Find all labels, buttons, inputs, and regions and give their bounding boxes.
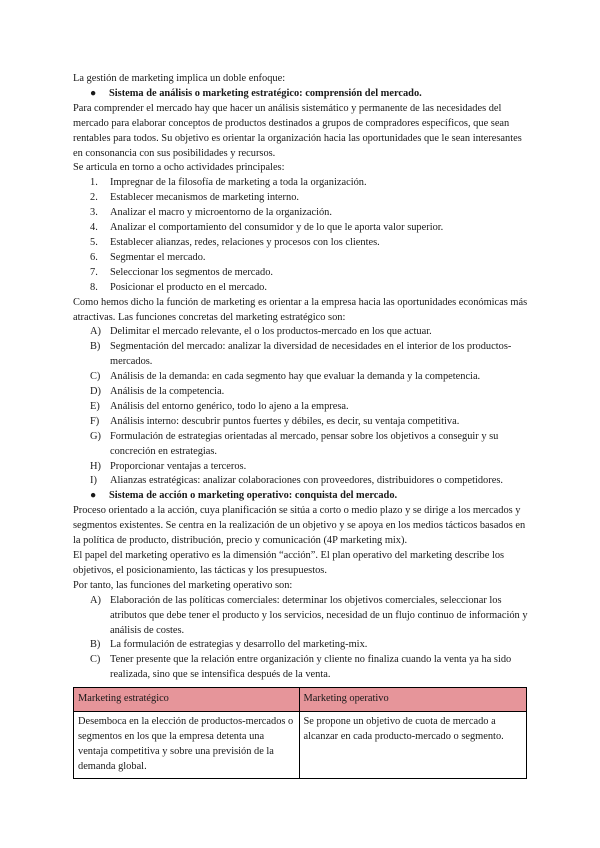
list-item: H) Proporcionar ventajas a terceros.	[90, 460, 247, 472]
section2-heading	[73, 489, 528, 504]
activities-list	[73, 176, 528, 295]
bullet-icon: ●	[90, 490, 97, 502]
header-operative: Marketing operativo	[299, 688, 526, 712]
list-item: 6. Segmentar el mercado.	[90, 251, 206, 263]
list-item: 1. Impregnar de la filosofía de marketing a toda la organización.	[90, 177, 367, 189]
activities-intro: Se articula en torno a ocho actividades principales:	[73, 162, 285, 174]
list-item: A) Elaboración de las políticas comerciales: determinar los objetivos comerciales, seleccionar los atributos que debe tener el producto y los servicios, necesidad de un flujo continuo de información y análisis de costes.	[90, 594, 528, 636]
list-item: F) Análisis interno: descubrir puntos fuertes y débiles, es decir, su ventaja competitiva.	[90, 415, 460, 427]
table-header-row	[74, 688, 527, 712]
list-item: 5. Establecer alianzas, redes, relaciones y procesos con los clientes.	[90, 236, 380, 248]
section2-heading-text: Sistema de acción o marketing operativo: conquista del mercado.	[109, 490, 398, 502]
list-item: A) Delimitar el mercado relevante, el o los productos-mercado en los que actuar.	[90, 326, 432, 338]
comparison-table	[73, 687, 527, 779]
document-body	[73, 72, 528, 683]
strategic-functions-intro: Como hemos dicho la función de marketing es orientar a la empresa hacia las oportunidades económicas más atractivas. Las funciones concretas del marketing estratégico son:	[73, 296, 528, 323]
list-item: B) Segmentación del mercado: analizar la diversidad de necesidades en el interior de los productos-mercados.	[90, 341, 512, 368]
list-item: 7. Seleccionar los segmentos de mercado.	[90, 266, 274, 278]
section1-heading	[73, 87, 528, 102]
list-item: 8. Posicionar el producto en el mercado.	[90, 281, 267, 293]
list-item: D) Análisis de la competencia.	[90, 386, 225, 398]
list-item: G) Formulación de estrategias orientadas al mercado, pensar sobre los objetivos a conseguir y su concreción en estrategias.	[90, 430, 499, 457]
bullet-icon: ●	[90, 87, 97, 99]
intro-text: La gestión de marketing implica un doble enfoque:	[73, 73, 286, 84]
section1-paragraph: Para comprender el mercado hay que hacer un análisis sistemático y permanente de las necesidades del mercado para elaborar conceptos de productos destinados a grupos de compradores específicos, que sean rentables para todos. Su objetivo es orientar la organización hacia las oportunidades que le sean interesantes en consonancia con sus posibilidades y recursos.	[73, 102, 522, 159]
section2-paragraph-2: El papel del marketing operativo es la dimensión “acción”. El plan operativo del marketing describe los objetivos, el posicionamiento, las tácticas y los presupuestos.	[73, 550, 505, 576]
list-item: C) Análisis de la demanda: en cada segmento hay que evaluar la demanda y la competencia.	[90, 371, 481, 383]
strategic-functions-list	[73, 325, 528, 489]
list-item: 3. Analizar el macro y microentorno de la organización.	[90, 207, 332, 219]
list-item: C) Tener presente que la relación entre organización y cliente no finaliza cuando la venta ya ha sido realizada, sino que se intensifica después de la venta.	[90, 654, 512, 681]
cell-operative: Se propone un objetivo de cuota de mercado a alcanzar en cada producto-mercado o segmento.	[299, 711, 526, 778]
operative-functions-intro: Por tanto, las funciones del marketing operativo son:	[73, 579, 293, 591]
table-row	[74, 711, 527, 778]
list-item: B) La formulación de estrategias y desarrollo del marketing-mix.	[90, 639, 368, 651]
operative-functions-list	[73, 594, 528, 683]
list-item: 2. Establecer mecanismos de marketing interno.	[90, 192, 299, 204]
section1-heading-text: Sistema de análisis o marketing estratégico: comprensión del mercado.	[109, 87, 422, 99]
cell-strategic: Desemboca en la elección de productos-mercados o segmentos en los que la empresa detenta una ventaja competitiva y sobre una previsión de la demanda global.	[74, 711, 300, 778]
list-item: 4. Analizar el comportamiento del consumidor y de lo que le aporta valor superior.	[90, 222, 444, 234]
header-strategic: Marketing estratégico	[74, 688, 300, 712]
section2-paragraph-1: Proceso orientado a la acción, cuya planificación se sitúa a corto o medio plazo y se dirige a los mercados y segmentos existentes. Se centra en la realización de un objetivo y se apoya en los medios tácticos basados en la política de producto, distribución, precio y comunicación (4P marketing mix).	[73, 505, 526, 547]
list-item: I) Alianzas estratégicas: analizar colaboraciones con proveedores, distribuidores o competidores.	[90, 475, 503, 487]
list-item: E) Análisis del entorno genérico, todo lo ajeno a la empresa.	[90, 400, 349, 412]
